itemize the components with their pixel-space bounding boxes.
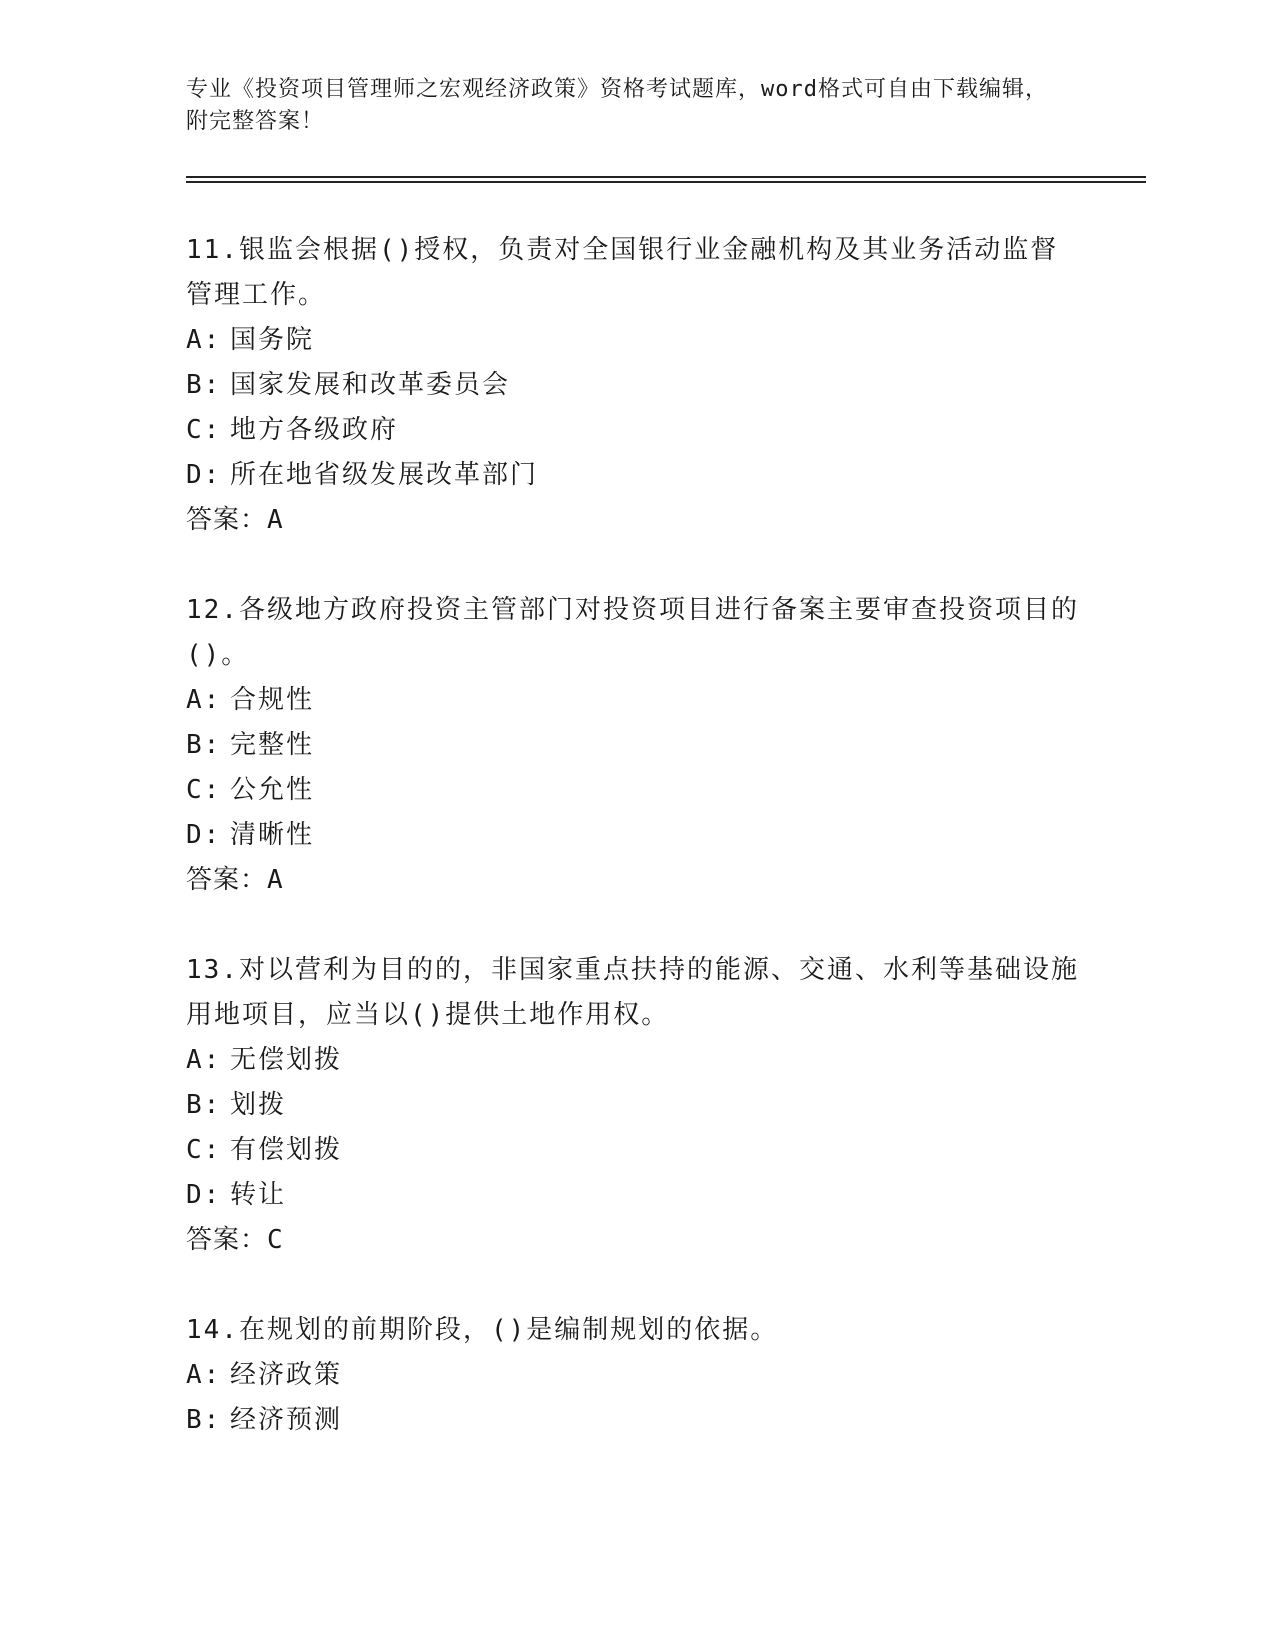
option-text: 有偿划拨 (230, 1135, 343, 1165)
header-divider-top (186, 176, 1146, 178)
option-a (186, 1353, 1086, 1398)
answer-line (186, 1218, 1086, 1263)
option-letter: B: (186, 1405, 222, 1435)
option-d (186, 453, 1086, 498)
document-intro: 专业《投资项目管理师之宏观经济政策》资格考试题库，word格式可自由下载编辑，附完整答案！ (186, 77, 1048, 134)
option-text: 经济预测 (230, 1405, 343, 1435)
header-divider-bottom (186, 181, 1146, 183)
question-stem: 12.各级地方政府投资主管部门对投资项目进行备案主要审查投资项目的()。 (186, 595, 1079, 670)
option-text: 国家发展和改革委员会 (230, 370, 511, 400)
question-stem: 11.银监会根据()授权，负责对全国银行业金融机构及其业务活动监督管理工作。 (186, 235, 1059, 310)
option-text: 公允性 (230, 775, 315, 805)
option-letter: B: (186, 370, 222, 400)
answer-value: A (267, 865, 284, 895)
question-11 (186, 228, 1086, 543)
option-letter: A: (186, 1045, 222, 1075)
option-a (186, 1038, 1086, 1083)
option-text: 清晰性 (230, 820, 315, 850)
option-text: 所在地省级发展改革部门 (230, 460, 539, 490)
answer-value: C (267, 1225, 284, 1255)
question-stem: 13.对以营利为目的的，非国家重点扶持的能源、交通、水利等基础设施用地项目，应当以()提供土地作用权。 (186, 955, 1079, 1030)
option-letter: B: (186, 730, 222, 760)
option-c (186, 768, 1086, 813)
option-a (186, 678, 1086, 723)
question-12 (186, 588, 1086, 903)
answer-line (186, 498, 1086, 543)
option-b (186, 363, 1086, 408)
option-letter: A: (186, 325, 222, 355)
answer-label: 答案： (186, 1225, 268, 1255)
option-letter: B: (186, 1090, 222, 1120)
option-text: 合规性 (230, 685, 315, 715)
option-b (186, 723, 1086, 768)
option-c (186, 1128, 1086, 1173)
option-letter: C: (186, 1135, 222, 1165)
option-text: 划拨 (230, 1090, 287, 1120)
question-13 (186, 948, 1086, 1263)
option-text: 地方各级政府 (230, 415, 399, 445)
answer-line (186, 858, 1086, 903)
option-d (186, 1173, 1086, 1218)
option-letter: D: (186, 1180, 222, 1210)
option-text: 经济政策 (230, 1360, 343, 1390)
question-14 (186, 1308, 1086, 1443)
answer-value: A (267, 505, 284, 535)
option-a (186, 318, 1086, 363)
option-letter: A: (186, 685, 222, 715)
option-b (186, 1083, 1086, 1128)
answer-label: 答案： (186, 505, 268, 535)
option-letter: C: (186, 415, 222, 445)
answer-label: 答案： (186, 865, 268, 895)
option-text: 无偿划拨 (230, 1045, 343, 1075)
option-letter: D: (186, 820, 222, 850)
option-letter: C: (186, 775, 222, 805)
option-d (186, 813, 1086, 858)
option-text: 转让 (230, 1180, 287, 1210)
option-b (186, 1398, 1086, 1443)
option-text: 完整性 (230, 730, 315, 760)
option-text: 国务院 (230, 325, 315, 355)
option-c (186, 408, 1086, 453)
option-letter: A: (186, 1360, 222, 1390)
question-stem: 14.在规划的前期阶段，()是编制规划的依据。 (186, 1315, 779, 1345)
option-letter: D: (186, 460, 222, 490)
